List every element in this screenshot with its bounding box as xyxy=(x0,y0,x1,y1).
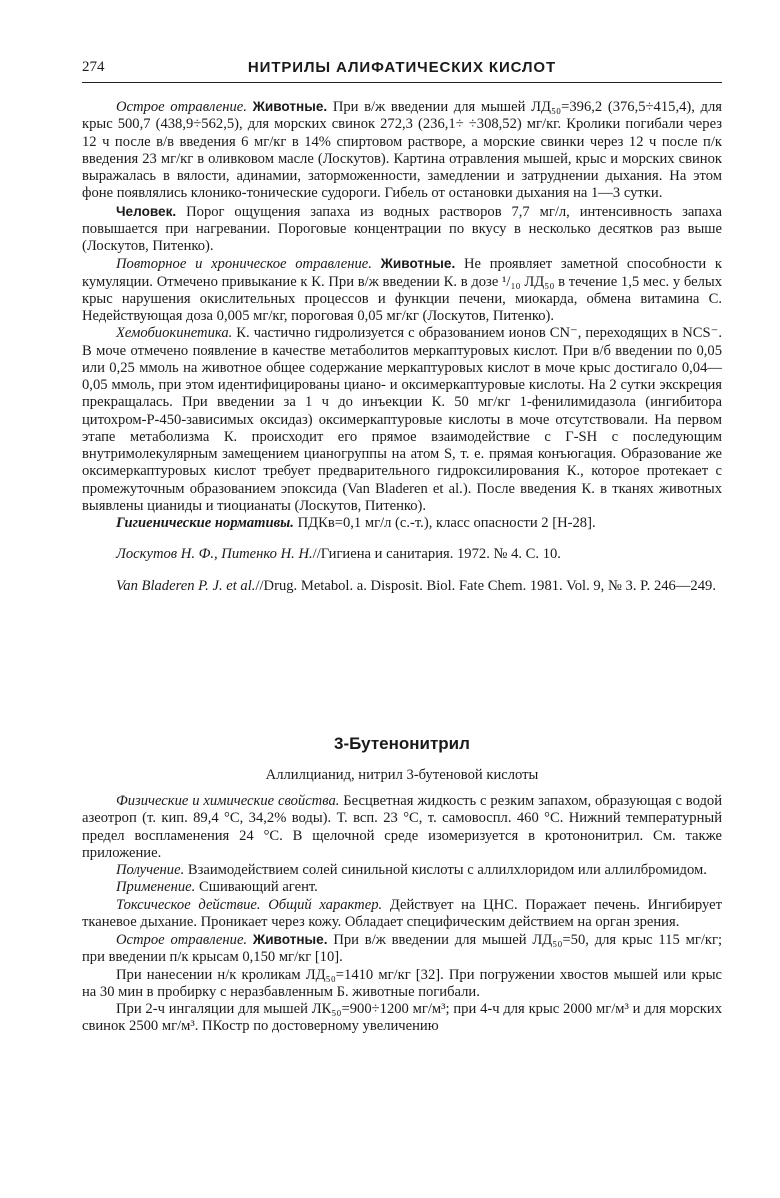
paragraph-human xyxy=(82,203,722,256)
paragraph-inhalation xyxy=(82,1001,722,1036)
paragraph-production xyxy=(82,862,722,879)
paragraph-acute-poisoning xyxy=(82,931,722,967)
paragraph-text: Действует на ЦНС. Поражает печень. Ингибирует тканевое дыхание. Проникает через кожу. Обладает специфическим действием на орган зрения. xyxy=(82,896,722,930)
paragraph-lead: Хемобиокинетика. xyxy=(116,325,233,342)
paragraph-text: Не проявляет заметной способности к кумуляции. Отмечено привыкание к К. При в/ж введении К. в дозе ¹/₁₀ ЛД₅₀ в течение 1,5 мес. у белых крыс нарушения окислительных процессов и функции печени, миокарда, обмена витамина С. Недействующая доза 0,005 мг/кг, пороговая 0,05 мг/кг (Лоскутов, Питенко). xyxy=(82,256,722,324)
paragraph-text: Бесцветная жидкость с резким запахом, образующая с водой азеотроп (т. кип. 89,4 °С, 34,2% воды). Т. всп. 23 °С, т. самовоспл. 460 °С. Нижний температурный предел воспламенения 24 °С. В щелочной среде изомеризуется в кротононитрил. См. также приложение. xyxy=(82,793,723,861)
paragraph-subject: Животные. xyxy=(252,99,328,114)
reference-source: //Drug. Metabol. a. Disposit. Biol. Fate Chem. 1981. Vol. 9, № 3. P. 246—249. xyxy=(255,577,716,594)
paragraph-dermal xyxy=(82,967,722,1002)
paragraph-toxic-action xyxy=(82,897,722,932)
paragraph-properties xyxy=(82,793,722,862)
paragraph-text: ПДКв=0,1 мг/л (с.-т.), класс опасности 2 [Н-28]. xyxy=(297,515,596,531)
reference-author: Лоскутов Н. Ф., Питенко Н. Н. xyxy=(116,546,313,563)
paragraph-text: При в/ж введении для мышей ЛД₅₀=50, для крыс 115 мг/кг; при введении п/к крысам 0,150 мг/кг [10]. xyxy=(82,932,722,966)
paragraph-hygienic-standards xyxy=(82,515,722,532)
section-heading xyxy=(82,734,722,784)
paragraph-subject: Человек. xyxy=(116,203,177,219)
reference-item xyxy=(82,546,722,563)
paragraph-application xyxy=(82,879,722,896)
reference-item xyxy=(82,578,722,595)
section-title: 3-Бутенонитрил xyxy=(334,734,470,753)
paragraph-lead: Получение. xyxy=(116,862,185,878)
paragraph-subject: Животные. xyxy=(252,932,328,947)
paragraph-chronic-poisoning xyxy=(82,255,722,325)
previous-entry-continuation xyxy=(82,98,722,595)
paragraph-text: При нанесении н/к кроликам ЛД₅₀=1410 мг/кг [32]. При погружении хвостов мышей или крыс на 30 мин в пробирку с неразбавленным Б. животные погибали. xyxy=(82,966,722,1000)
paragraph-subject: Животные. xyxy=(380,256,456,272)
paragraph-lead: Физические и химические свойства. xyxy=(116,793,340,809)
paragraph-lead: Повторное и хроническое отравление. xyxy=(116,256,372,273)
paragraph-text: Порог ощущения запаха из водных растворов 7,7 мг/л, интенсивность запаха повышается при нагревании. Пороговые концентрации по вкусу в несколько десятков раз выше (Лоскутов, Питенко). xyxy=(82,203,722,254)
entry-body xyxy=(82,793,722,1036)
paragraph-acute-poisoning xyxy=(82,98,722,203)
paragraph-text: При в/ж введении для мышей ЛД₅₀=396,2 (376,5÷415,4), для крыс 500,7 (438,9÷562,5), для морских свинок 272,3 (236,1÷ ÷308,52) мг/кг. Кролики погибали через 12 ч после в/в введения 6 мг/кг в 14% спиртовом растворе, а морские свинки через 12 ч после п/к введения 23 мг/кг в оливковом масле (Лоскутов). Картина отравления мышей, крыс и морских свинок выражалась в вялости, адинамии, заторможенности, замедлении и затруднении дыхания. На этом фоне появлялись клонико-тонические судороги. Гибель от остановки дыхания на 1—3 сутки. xyxy=(82,99,722,202)
paragraph-lead: Гигиенические нормативы. xyxy=(116,515,294,531)
paragraph-text: К. частично гидролизуется с образованием ионов CN⁻, переходящих в NCS⁻. В моче отмечено появление в качестве метаболитов меркаптуровых кислот. При в/б введении по 0,05 или 0,25 ммоль на животное общее содержание меркаптуровых кислот в моче крыс достигало 0,04—0,05 ммоль, при этом идентифицированы циано- и оксимеркаптуровые кислоты. На 2 сутки экскреция прекращалась. При введении за 1 ч до инъекции К. 50 мг/кг 1-фенилимидазола (ингибитора цитохром-Р-450-зависимых оксидаз) оксимеркаптуровые кислоты в моче отсутствовали. На первом этапе метаболизма К. происходит его прямое взаимодействие с Г-SH с последующим внутримолекулярным замещением цианогруппы на атом S, т. е. прямая конъюгация. Образование же оксимеркаптуровых кислот требует предварительного гидроксилирования К., которое протекает с промежуточным образованием эпоксида (Van Bladeren et al.). После введения К. в тканях животных выявлены цианиды и тиоцианаты (Лоскутов, Питенко). xyxy=(82,325,722,514)
page-header xyxy=(82,58,722,83)
paragraph-lead: Применение. xyxy=(116,879,196,896)
paragraph-text: Взаимодействием солей синильной кислоты с аллилхлоридом или аллилбромидом. xyxy=(187,862,707,878)
paragraph-chemobiokinetics xyxy=(82,325,722,515)
paragraph-text: При 2-ч ингаляции для мышей ЛК₅₀=900÷1200 мг/м³; при 4-ч для крыс 2000 мг/м³ и для морских свинок 2500 мг/м³. ПКостр по достоверному увеличению xyxy=(82,1001,722,1035)
section-synonyms: Аллилцианид, нитрил 3-бутеновой кислоты xyxy=(265,767,539,783)
reference-source: //Гигиена и санитария. 1972. № 4. С. 10. xyxy=(312,546,561,563)
paragraph-lead: Токсическое действие. Общий характер. xyxy=(116,896,383,913)
paragraph-lead: Острое отравление. xyxy=(116,99,247,115)
running-title: НИТРИЛЫ АЛИФАТИЧЕСКИХ КИСЛОТ xyxy=(247,59,557,76)
reference-author: Van Bladeren P. J. et al. xyxy=(116,577,256,594)
paragraph-lead: Острое отравление. xyxy=(116,932,248,948)
page-number: 274 xyxy=(82,59,105,75)
paragraph-text: Сшивающий агент. xyxy=(198,879,318,896)
